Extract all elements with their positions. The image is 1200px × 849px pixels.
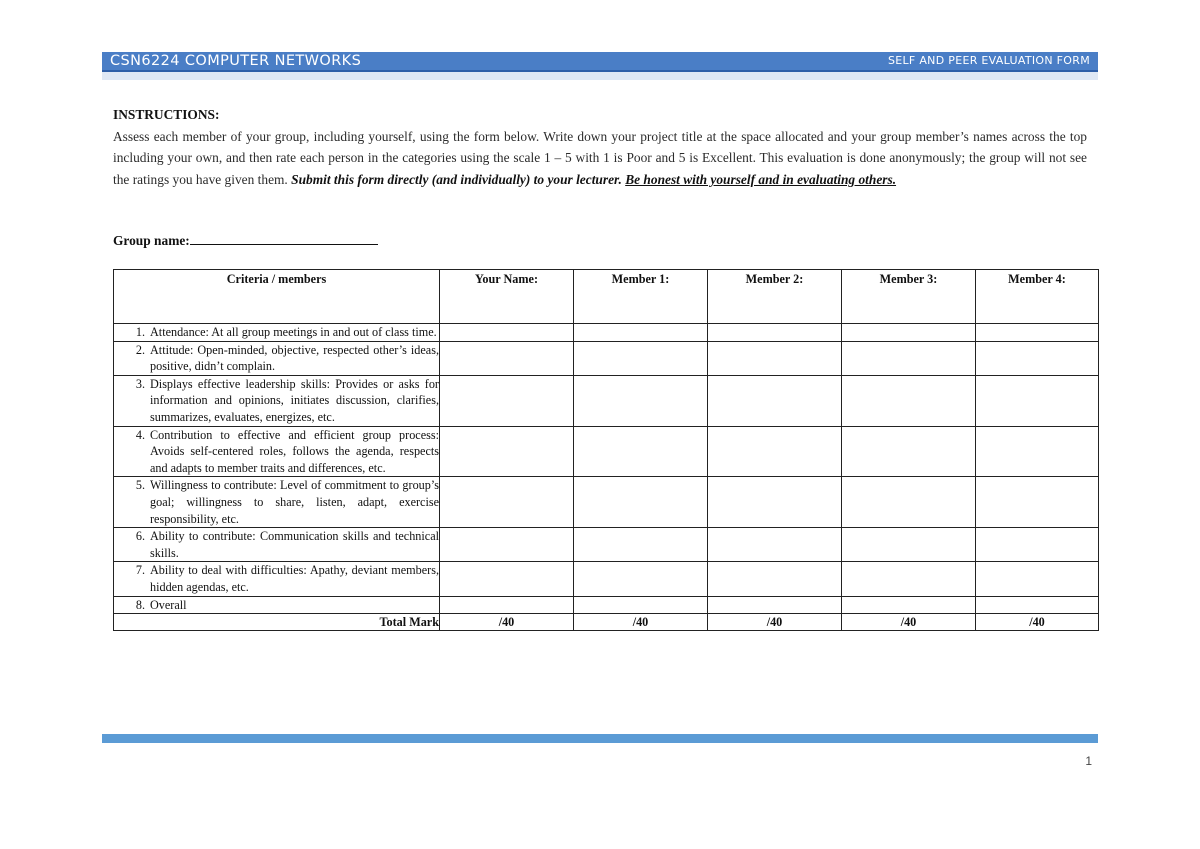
criteria-number: 4. bbox=[135, 427, 145, 442]
rating-cell[interactable] bbox=[976, 375, 1099, 426]
criteria-row bbox=[114, 375, 1099, 426]
criteria-cell bbox=[114, 324, 440, 342]
group-name-label: Group name: bbox=[113, 233, 190, 248]
total-mark-cell: /40 bbox=[976, 614, 1099, 631]
rating-cell[interactable] bbox=[708, 562, 842, 596]
criteria-cell bbox=[114, 477, 440, 528]
instructions-honest-note: Be honest with yourself and in evaluating others. bbox=[625, 171, 897, 187]
group-name-row bbox=[113, 231, 378, 249]
rating-cell[interactable] bbox=[574, 477, 708, 528]
criteria-text: Attitude: Open-minded, objective, respected other’s ideas, positive, didn’t complain. bbox=[150, 342, 439, 374]
total-row bbox=[114, 614, 1099, 631]
rating-cell[interactable] bbox=[976, 477, 1099, 528]
rating-cell[interactable] bbox=[440, 477, 574, 528]
rating-cell[interactable] bbox=[842, 426, 976, 477]
rating-cell[interactable] bbox=[976, 596, 1099, 614]
header-underline bbox=[102, 72, 1098, 80]
rating-cell[interactable] bbox=[976, 341, 1099, 375]
rating-cell[interactable] bbox=[574, 375, 708, 426]
criteria-text: Displays effective leadership skills: Provides or asks for information and opinions, initiates discussion, clarifies, summarizes, evaluates, energizes, etc. bbox=[150, 376, 439, 424]
total-mark-label: Total Mark bbox=[114, 614, 440, 631]
rating-cell[interactable] bbox=[842, 562, 976, 596]
criteria-header: Criteria / members bbox=[114, 270, 440, 324]
rating-cell[interactable] bbox=[842, 596, 976, 614]
total-mark-cell: /40 bbox=[440, 614, 574, 631]
rating-cell[interactable] bbox=[440, 324, 574, 342]
rating-cell[interactable] bbox=[440, 341, 574, 375]
criteria-text: Willingness to contribute: Level of commitment to group’s goal; willingness to share, listen, adapt, exercise responsibility, etc. bbox=[150, 478, 439, 526]
criteria-row bbox=[114, 341, 1099, 375]
rating-cell[interactable] bbox=[976, 426, 1099, 477]
criteria-text: Ability to contribute: Communication skills and technical skills. bbox=[150, 529, 439, 560]
criteria-text: Overall bbox=[150, 597, 187, 612]
total-mark-cell: /40 bbox=[842, 614, 976, 631]
total-mark-cell: /40 bbox=[708, 614, 842, 631]
criteria-number: 3. bbox=[135, 376, 145, 391]
member-header: Member 1: bbox=[574, 270, 708, 324]
instructions-block bbox=[113, 104, 1087, 190]
rating-cell[interactable] bbox=[440, 528, 574, 562]
criteria-number: 8. bbox=[135, 597, 145, 612]
criteria-text: Attendance: At all group meetings in and out of class time. bbox=[150, 325, 437, 339]
rating-cell[interactable] bbox=[976, 324, 1099, 342]
member-header: Member 3: bbox=[842, 270, 976, 324]
rating-cell[interactable] bbox=[440, 562, 574, 596]
criteria-row bbox=[114, 426, 1099, 477]
rating-cell[interactable] bbox=[574, 426, 708, 477]
criteria-row bbox=[114, 596, 1099, 614]
criteria-cell bbox=[114, 426, 440, 477]
rating-cell[interactable] bbox=[440, 596, 574, 614]
rating-cell[interactable] bbox=[976, 528, 1099, 562]
rating-cell[interactable] bbox=[574, 528, 708, 562]
rating-cell[interactable] bbox=[574, 596, 708, 614]
rating-cell[interactable] bbox=[708, 596, 842, 614]
rating-cell[interactable] bbox=[842, 477, 976, 528]
course-title: CSN6224 COMPUTER NETWORKS bbox=[110, 53, 362, 69]
criteria-row bbox=[114, 562, 1099, 596]
criteria-text: Contribution to effective and efficient group process: Avoids self-centered roles, follows the agenda, respects and adapts to member traits and differences, etc. bbox=[150, 427, 439, 475]
criteria-number: 5. bbox=[135, 478, 145, 493]
criteria-cell bbox=[114, 375, 440, 426]
rating-cell[interactable] bbox=[708, 375, 842, 426]
evaluation-table bbox=[113, 269, 1099, 631]
criteria-cell bbox=[114, 596, 440, 614]
rating-cell[interactable] bbox=[440, 426, 574, 477]
criteria-row bbox=[114, 477, 1099, 528]
footer-bar bbox=[102, 734, 1098, 743]
instructions-title: INSTRUCTIONS: bbox=[113, 107, 220, 122]
rating-cell[interactable] bbox=[842, 375, 976, 426]
member-header: Member 2: bbox=[708, 270, 842, 324]
total-mark-cell: /40 bbox=[574, 614, 708, 631]
rating-cell[interactable] bbox=[708, 324, 842, 342]
rating-cell[interactable] bbox=[440, 375, 574, 426]
rating-cell[interactable] bbox=[708, 341, 842, 375]
criteria-number: 1. bbox=[135, 325, 145, 339]
rating-cell[interactable] bbox=[708, 426, 842, 477]
criteria-cell bbox=[114, 562, 440, 596]
rating-cell[interactable] bbox=[976, 562, 1099, 596]
page-number: 1 bbox=[1085, 754, 1092, 768]
rating-cell[interactable] bbox=[842, 528, 976, 562]
form-title: SELF AND PEER EVALUATION FORM bbox=[887, 54, 1090, 67]
instructions-submit-note: Submit this form directly (and individually) to your lecturer. bbox=[291, 171, 622, 187]
rating-cell[interactable] bbox=[708, 477, 842, 528]
criteria-cell bbox=[114, 341, 440, 375]
criteria-number: 7. bbox=[135, 563, 145, 578]
criteria-row bbox=[114, 528, 1099, 562]
group-name-field[interactable] bbox=[190, 231, 378, 245]
criteria-number: 6. bbox=[135, 529, 145, 544]
criteria-row bbox=[114, 324, 1099, 342]
rating-cell[interactable] bbox=[842, 341, 976, 375]
rating-cell[interactable] bbox=[574, 324, 708, 342]
rating-cell[interactable] bbox=[842, 324, 976, 342]
rating-cell[interactable] bbox=[708, 528, 842, 562]
criteria-number: 2. bbox=[135, 342, 145, 357]
member-header: Member 4: bbox=[976, 270, 1099, 324]
criteria-text: Ability to deal with difficulties: Apathy, deviant members, hidden agendas, etc. bbox=[150, 563, 439, 594]
table-header-row bbox=[114, 270, 1099, 324]
instructions-body: Assess each member of your group, including yourself, using the form below. Write down your project title at the space allocated and your group member’s names across the top including your own, and then rate each person in the categories using the scale 1 – 5 with 1 is Poor and 5 is Excellent. This evaluation is done anonymously; the group will not see the ratings you have given them. bbox=[113, 128, 1087, 187]
rating-cell[interactable] bbox=[574, 341, 708, 375]
rating-cell[interactable] bbox=[574, 562, 708, 596]
criteria-cell bbox=[114, 528, 440, 562]
member-header: Your Name: bbox=[440, 270, 574, 324]
